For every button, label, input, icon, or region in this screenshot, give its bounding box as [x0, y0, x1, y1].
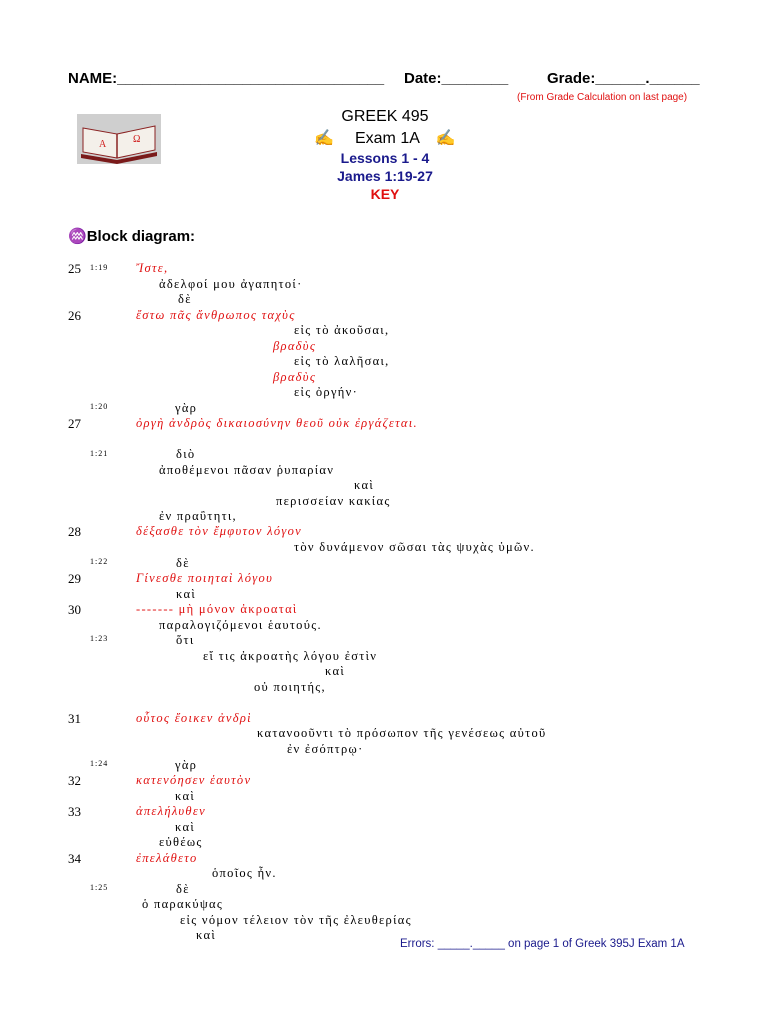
verse-reference: 1:20 [90, 402, 109, 411]
diagram-line: καὶ [354, 478, 375, 492]
block-diagram-label: Block diagram: [86, 228, 196, 245]
diagram-line: ὁ παρακύψας [142, 897, 224, 911]
verse-number: 25 [68, 261, 81, 276]
main-clause-line: Ἴστε, [136, 261, 169, 275]
diagram-line: κατανοοῦντι τὸ πρόσωπον τῆς γενέσεως αὐτοῦ [257, 726, 547, 740]
date-field-label: Date:________ [404, 70, 509, 87]
verse-number: 31 [68, 711, 81, 726]
diagram-line: καὶ [176, 587, 197, 601]
key-label: KEY [370, 186, 400, 202]
grade-field-label: Grade:______.______ [547, 70, 700, 87]
main-clause-line: κατενόησεν ἑαυτὸν [136, 773, 252, 787]
verse-number: 30 [68, 602, 81, 617]
main-clause-line: δέξασθε τὸν ἔμφυτον λόγον [136, 524, 303, 538]
verse-number: 33 [68, 804, 81, 819]
exam-title: Exam 1A [354, 130, 420, 147]
verse-reference: 1:24 [90, 759, 109, 768]
diagram-line: εἰς τὸ ἀκοῦσαι, [294, 323, 390, 337]
diagram-line: καὶ [325, 664, 346, 678]
diagram-line: εἰς ὀργήν· [294, 385, 359, 399]
main-clause-line: ἐπελάθετο [136, 851, 198, 865]
diagram-line: εἰς τὸ λαλῆσαι, [294, 354, 390, 368]
name-field-label: NAME:________________________________ [68, 70, 385, 87]
diagram-line: δὲ [176, 882, 190, 896]
verse-reference: 1:25 [90, 883, 109, 892]
block-diagram-heading [68, 227, 195, 245]
diagram-line: ὁποῖος ἦν. [212, 866, 277, 880]
main-clause-line: ἔστω πᾶς ἄνθρωπος ταχὺς [136, 308, 296, 322]
main-clause-line: ἀπελήλυθεν [136, 804, 206, 818]
verse-reference: 1:23 [90, 634, 109, 643]
alpha-letter: A [98, 139, 107, 150]
exam-title-row [0, 128, 770, 148]
diagram-line: γὰρ [175, 401, 198, 415]
passage-line: James 1:19-27 [337, 168, 433, 184]
verse-number: 29 [68, 571, 81, 586]
omega-letter: Ω [132, 134, 141, 145]
diagram-line: εὐθέως [159, 835, 203, 849]
verse-reference: 1:21 [90, 449, 109, 458]
aquarius-icon: ♒ [68, 228, 87, 245]
diagram-line: διὸ [176, 447, 196, 461]
right-writing-hand-icon: ✍ [435, 130, 456, 147]
diagram-line: ἐν ἐσόπτρῳ· [287, 742, 364, 756]
diagram-line: ἀδελφοί μου ἀγαπητοί· [159, 277, 303, 291]
grade-note: (From Grade Calculation on last page) [517, 92, 688, 103]
diagram-line: ἐν πραΰτητι, [159, 509, 237, 523]
diagram-line: εἴ τις ἀκροατὴς λόγου ἐστὶν [203, 649, 378, 663]
verse-reference: 1:22 [90, 557, 109, 566]
left-writing-hand-icon: ✍ [314, 130, 335, 147]
diagram-line: παραλογιζόμενοι ἑαυτούς. [159, 618, 322, 632]
verse-number: 34 [68, 851, 81, 866]
diagram-line: ἀποθέμενοι πᾶσαν ῥυπαρίαν [159, 463, 335, 477]
diagram-line: περισσείαν κακίας [276, 494, 391, 508]
main-clause-line: οὗτος ἔοικεν ἀνδρὶ [136, 711, 252, 725]
verse-reference: 1:19 [90, 263, 109, 272]
verse-number: 26 [68, 308, 81, 323]
diagram-line: δὲ [176, 556, 190, 570]
diagram-line: γὰρ [175, 758, 198, 772]
diagram-line: τὸν δυνάμενον σῶσαι τὰς ψυχὰς ὑμῶν. [294, 540, 535, 554]
verse-number: 28 [68, 524, 81, 539]
diagram-line: δὲ [178, 292, 192, 306]
diagram-line: καὶ [175, 820, 196, 834]
lessons-line: Lessons 1 - 4 [340, 150, 430, 166]
diagram-line: εἰς νόμον τέλειον τὸν τῆς ἐλευθερίας [180, 913, 412, 927]
errors-footer: Errors: _____._____ on page 1 of Greek 395J Exam 1A [400, 938, 685, 950]
main-clause-line: Γίνεσθε ποιηταὶ λόγου [136, 571, 274, 585]
course-title: GREEK 495 [341, 108, 429, 125]
verse-number: 32 [68, 773, 81, 788]
main-clause-line: βραδὺς [273, 339, 317, 353]
main-clause-line: ------- μὴ μόνον ἀκροαταὶ [136, 602, 298, 616]
main-clause-line: βραδὺς [273, 370, 317, 384]
diagram-line: καὶ [175, 789, 196, 803]
verse-number: 27 [68, 416, 81, 431]
main-clause-line: ὀργὴ ἀνδρὸς δικαιοσύνην θεοῦ οὐκ ἐργάζεται. [136, 416, 418, 430]
diagram-line: οὐ ποιητής, [254, 680, 326, 694]
diagram-line: καὶ [196, 928, 217, 942]
diagram-line: ὅτι [176, 633, 195, 647]
